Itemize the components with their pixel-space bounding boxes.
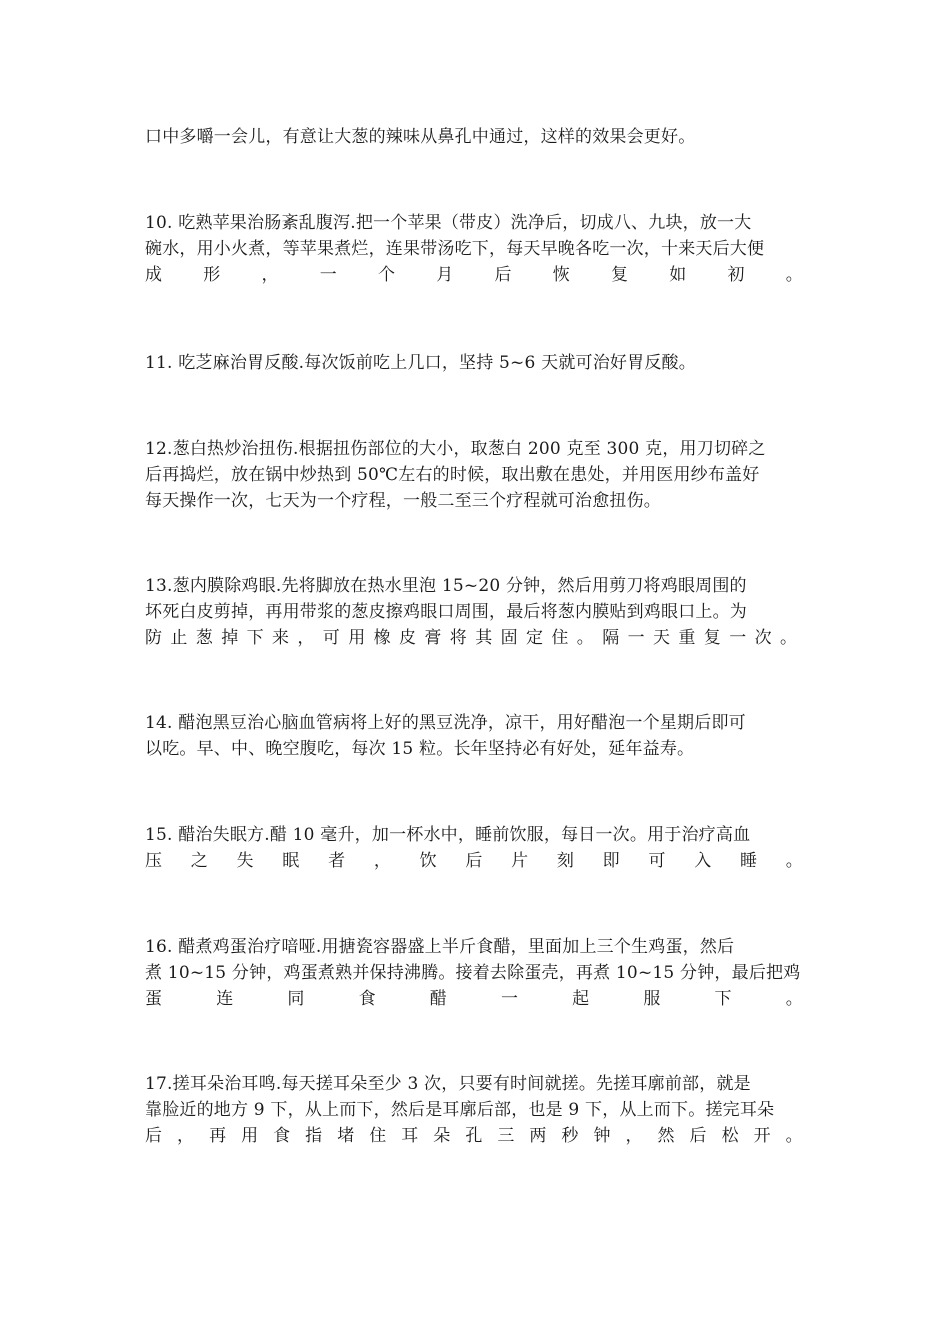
text-line: 13.葱内膜除鸡眼.先将脚放在热水里泡 15~20 分钟，然后用剪刀将鸡眼周围的 bbox=[145, 576, 747, 596]
spread-char: 者 bbox=[328, 851, 346, 871]
paragraph-10 bbox=[145, 210, 803, 288]
spread-char: 三 bbox=[497, 1126, 515, 1146]
spread-char: 堵 bbox=[337, 1126, 355, 1146]
spread-char: 松 bbox=[721, 1126, 739, 1146]
spread-char: 片 bbox=[511, 851, 529, 871]
spread-char: 下 bbox=[714, 989, 732, 1009]
spread-char: 同 bbox=[287, 989, 305, 1009]
text-line: 14. 醋泡黑豆治心脑血管病将上好的黑豆洗净，凉干，用好醋泡一个星期后即可 bbox=[145, 713, 746, 733]
spread-char: 可 bbox=[648, 851, 666, 871]
text-line: 11. 吃芝麻治胃反酸.每次饭前吃上几口，坚持 5~6 天就可治好胃反酸。 bbox=[145, 353, 696, 373]
text-line: 15. 醋治失眠方.醋 10 毫升，加一杯水中，睡前饮服，每日一次。用于治疗高血 bbox=[145, 825, 751, 845]
spread-char: 指 bbox=[305, 1126, 323, 1146]
text-line: 以吃。早、中、晚空腹吃，每次 15 粒。长年坚持必有好处，延年益寿。 bbox=[145, 739, 695, 759]
spread-char: 一 bbox=[319, 265, 337, 285]
spread-char: 然 bbox=[657, 1126, 675, 1146]
text-line-spread bbox=[145, 262, 803, 288]
text-line: 10. 吃熟苹果治肠紊乱腹泻.把一个苹果（带皮）洗净后，切成八、九块，放一大 bbox=[145, 213, 752, 233]
spread-char: 两 bbox=[529, 1126, 547, 1146]
text-line: 碗水，用小火煮，等苹果煮烂，连果带汤吃下，每天早晚各吃一次，十来天后大便 bbox=[145, 239, 765, 259]
spread-char: 用 bbox=[241, 1126, 259, 1146]
spread-char: 连 bbox=[216, 989, 234, 1009]
spread-char: 再 bbox=[209, 1126, 227, 1146]
text-line: 口中多嚼一会儿，有意让大葱的辣味从鼻孔中通过，这样的效果会更好。 bbox=[145, 127, 696, 147]
text-line: 坏死白皮剪掉，再用带浆的葱皮擦鸡眼口周围，最后将葱内膜贴到鸡眼口上。为 bbox=[145, 602, 747, 622]
spread-char: 蛋 bbox=[145, 989, 163, 1009]
paragraph-11 bbox=[145, 350, 803, 376]
spread-char: 即 bbox=[602, 851, 620, 871]
spread-char: 。 bbox=[785, 1126, 803, 1146]
paragraph-16 bbox=[145, 934, 803, 1012]
spread-char: 开 bbox=[753, 1126, 771, 1146]
spread-char: 。 bbox=[785, 989, 803, 1009]
paragraph-continued bbox=[145, 124, 803, 150]
spread-char: 形 bbox=[203, 265, 221, 285]
text-line: 12.葱白热炒治扭伤.根据扭伤部位的大小，取葱白 200 克至 300 克，用刀切碎之 bbox=[145, 439, 766, 459]
text-line: 每天操作一次，七天为一个疗程，一般二至三个疗程就可治愈扭伤。 bbox=[145, 491, 661, 511]
spread-char: 个 bbox=[378, 265, 396, 285]
spread-char: 眠 bbox=[282, 851, 300, 871]
spread-char: 孔 bbox=[465, 1126, 483, 1146]
text-line-spread bbox=[145, 1123, 803, 1149]
paragraph-13 bbox=[145, 573, 806, 651]
spread-char: 醋 bbox=[429, 989, 447, 1009]
paragraph-14 bbox=[145, 710, 803, 762]
spread-char: ， bbox=[177, 1126, 195, 1146]
text-line: 后再捣烂，放在锅中炒热到 50℃左右的时候，取出敷在患处，并用医用纱布盖好 bbox=[145, 465, 760, 485]
text-line-spread bbox=[145, 625, 806, 651]
spread-char: 恢 bbox=[552, 265, 570, 285]
paragraph-12 bbox=[145, 436, 803, 514]
spread-text: 防止葱掉下来，可用橡皮膏将其固定住。隔一天重复一次。 bbox=[145, 628, 806, 648]
spread-char: 刻 bbox=[556, 851, 575, 871]
spread-char: 饮 bbox=[419, 851, 437, 871]
text-line: 16. 醋煮鸡蛋治疗喑哑.用搪瓷容器盛上半斤食醋，里面加上三个生鸡蛋，然后 bbox=[145, 937, 735, 957]
spread-char: 服 bbox=[643, 989, 661, 1009]
spread-char: ， bbox=[373, 851, 392, 871]
paragraph-17 bbox=[145, 1071, 803, 1149]
spread-char: 之 bbox=[190, 851, 208, 871]
text-line-spread bbox=[145, 848, 803, 874]
spread-char: 如 bbox=[669, 265, 687, 285]
spread-char: 起 bbox=[572, 989, 590, 1009]
spread-char: 成 bbox=[145, 265, 163, 285]
spread-char: 入 bbox=[694, 851, 712, 871]
spread-char: 压 bbox=[145, 851, 163, 871]
spread-char: 住 bbox=[369, 1126, 387, 1146]
spread-char: 后 bbox=[689, 1126, 707, 1146]
text-line: 17.搓耳朵治耳鸣.每天搓耳朵至少 3 次，只要有时间就搓。先搓耳廓前部，就是 bbox=[145, 1074, 751, 1094]
spread-char: 食 bbox=[358, 989, 376, 1009]
text-line-spread bbox=[145, 986, 803, 1012]
spread-char: 耳 bbox=[401, 1126, 419, 1146]
spread-char: 初 bbox=[727, 265, 745, 285]
spread-char: 后 bbox=[145, 1126, 163, 1146]
spread-char: 复 bbox=[611, 265, 629, 285]
spread-char: ， bbox=[625, 1126, 643, 1146]
spread-char: ， bbox=[261, 265, 279, 285]
spread-char: 后 bbox=[465, 851, 483, 871]
spread-char: 秒 bbox=[561, 1126, 579, 1146]
paragraph-15 bbox=[145, 822, 803, 874]
spread-char: 一 bbox=[500, 989, 519, 1009]
spread-char: 钟 bbox=[593, 1126, 611, 1146]
text-line: 煮 10~15 分钟，鸡蛋煮熟并保持沸腾。接着去除蛋壳，再煮 10~15 分钟，最后把鸡 bbox=[145, 963, 801, 983]
spread-char: 食 bbox=[273, 1126, 291, 1146]
spread-char: 失 bbox=[236, 851, 254, 871]
spread-char: 朵 bbox=[433, 1126, 451, 1146]
spread-char: 。 bbox=[785, 851, 803, 871]
spread-char: 月 bbox=[436, 265, 454, 285]
spread-char: 。 bbox=[785, 265, 803, 285]
spread-char: 后 bbox=[494, 265, 512, 285]
text-line: 靠脸近的地方 9 下，从上而下，然后是耳廓后部，也是 9 下，从上而下。搓完耳朵 bbox=[145, 1100, 775, 1120]
spread-char: 睡 bbox=[739, 851, 758, 871]
